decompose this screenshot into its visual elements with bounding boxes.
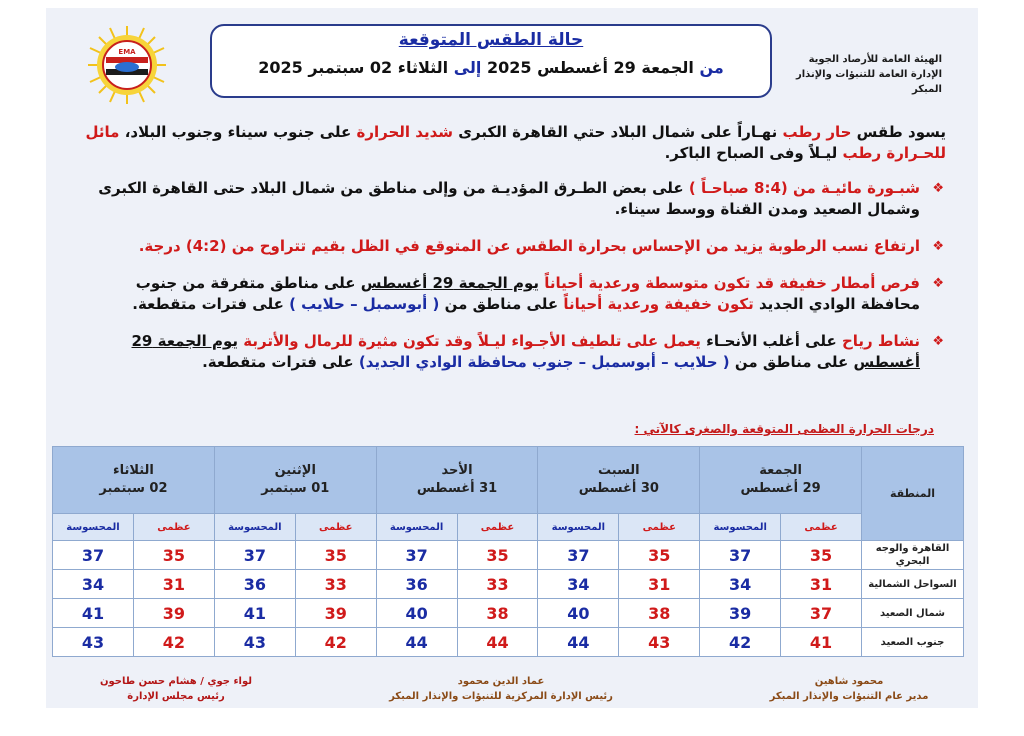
day-header xyxy=(376,447,538,514)
bullet-wind xyxy=(76,331,946,373)
signature-role: مدير عام التنبؤات والإنذار المبكر xyxy=(769,691,929,702)
max-col-label: عظمى xyxy=(133,514,214,541)
bullet-fog xyxy=(76,178,946,220)
feel-col-label: المحسوسة xyxy=(214,514,295,541)
day-header xyxy=(700,447,862,514)
max-col-label: عظمى xyxy=(295,514,376,541)
region-cell: جنوب الصعيد xyxy=(862,628,964,657)
max-temp-cell: 42 xyxy=(295,628,376,657)
table-heading: درجات الحرارة العظمى المتوقعة والصغرى كالآتي : xyxy=(634,422,934,436)
max-temp-cell: 39 xyxy=(133,599,214,628)
feel-temp-cell: 34 xyxy=(700,570,781,599)
bullet-diamond-icon: ❖ xyxy=(932,181,944,196)
feel-temp-cell: 43 xyxy=(214,628,295,657)
feel-temp-cell: 43 xyxy=(53,628,134,657)
region-cell: القاهرة والوجه البحري xyxy=(862,541,964,570)
bullet-part: على أغلب الأنحـاء xyxy=(706,332,837,350)
intro-part: نهـاراً على شمال البلاد حتي القاهرة الكبرى xyxy=(458,123,778,141)
max-temp-cell: 35 xyxy=(295,541,376,570)
day-name: الجمعة xyxy=(759,463,802,478)
bullet-part: يعمل على تلطيف الأجـواء ليـلاً وقد تكون مثيرة للرمال والأتربة xyxy=(243,332,701,350)
bullet-part: على مناطق متفرقة من جنوب محافظة الوادي الجديد xyxy=(135,274,920,313)
feel-temp-cell: 42 xyxy=(700,628,781,657)
feel-col-label: المحسوسة xyxy=(53,514,134,541)
signature-name: محمود شاهين xyxy=(814,676,884,687)
signature-block xyxy=(734,674,964,704)
max-temp-cell: 35 xyxy=(133,541,214,570)
bullet-humidity xyxy=(76,236,946,257)
feel-col-label: المحسوسة xyxy=(538,514,619,541)
feel-temp-cell: 40 xyxy=(376,599,457,628)
bullet-part: شبـورة مائيـة من (8:4 صباحـاً ) xyxy=(688,179,920,197)
day-header xyxy=(214,447,376,514)
max-col-label: عظمى xyxy=(457,514,538,541)
max-temp-cell: 38 xyxy=(457,599,538,628)
table-row xyxy=(53,628,964,657)
max-temp-cell: 38 xyxy=(619,599,700,628)
logo-text: EMA xyxy=(118,48,136,56)
day-date: 01 سبتمبر xyxy=(261,481,330,496)
feel-temp-cell: 34 xyxy=(53,570,134,599)
bullet-rain xyxy=(76,273,946,315)
date-range xyxy=(212,58,770,77)
bullet-part: فرص أمطار خفيفة قد تكون متوسطة ورعدية أحياناً xyxy=(544,274,920,292)
max-col-label: عظمى xyxy=(619,514,700,541)
ema-logo-icon xyxy=(86,24,168,106)
day-date: 31 أغسطس xyxy=(416,481,498,496)
signature-block xyxy=(356,674,646,704)
bullet-part: يوم الجمعة 29 أغسطس xyxy=(131,332,920,371)
region-cell: شمال الصعيد xyxy=(862,599,964,628)
region-header: المنطقة xyxy=(862,447,964,541)
max-temp-cell: 37 xyxy=(781,599,862,628)
intro-part: على جنوب سيناء وجنوب البلاد، xyxy=(124,123,352,141)
bullet-part: ( حلايب – أبوسمبل – جنوب محافظة الوادي الجديد) xyxy=(358,353,730,371)
signature-role: رئيس مجلس الإدارة xyxy=(127,691,225,702)
max-temp-cell: 42 xyxy=(133,628,214,657)
feel-temp-cell: 37 xyxy=(53,541,134,570)
bullet-diamond-icon: ❖ xyxy=(932,276,944,291)
max-col-label: عظمى xyxy=(781,514,862,541)
signature-block xyxy=(76,674,276,704)
bullet-part: ارتفاع نسب الرطوبة يزيد من الإحساس بحرارة الطقس عن المتوقع في الظل بقيم تتراوح من (4:2) درجة. xyxy=(138,237,920,255)
feel-temp-cell: 41 xyxy=(53,599,134,628)
day-name: الأحد xyxy=(441,463,473,478)
max-temp-cell: 35 xyxy=(619,541,700,570)
max-temp-cell: 41 xyxy=(781,628,862,657)
feel-temp-cell: 44 xyxy=(538,628,619,657)
bullet-part: على فترات متقطعة. xyxy=(202,353,354,371)
bullet-part: على بعض الطـرق المؤديـة من وإلى مناطق من شمال البلاد حتى القاهرة الكبرى وشمال الصعيد ومدن القناة ووسط سيناء. xyxy=(98,179,920,218)
day-date: 02 سبتمبر xyxy=(99,481,168,496)
agency-line-2: الإدارة العامة للتنبؤات والإنذار المبكر xyxy=(795,69,942,95)
feel-temp-cell: 40 xyxy=(538,599,619,628)
date-to: الثلاثاء 02 سبتمبر 2025 xyxy=(258,58,449,77)
feel-temp-cell: 36 xyxy=(214,570,295,599)
max-temp-cell: 31 xyxy=(781,570,862,599)
bullet-diamond-icon: ❖ xyxy=(932,334,944,349)
feel-col-label: المحسوسة xyxy=(376,514,457,541)
feel-temp-cell: 39 xyxy=(700,599,781,628)
feel-temp-cell: 37 xyxy=(376,541,457,570)
agency-name xyxy=(772,52,942,97)
intro-part: يسود طقس xyxy=(856,123,946,141)
day-date: 30 أغسطس xyxy=(578,481,659,496)
intro-part: شديد الحرارة xyxy=(356,123,453,141)
table-row xyxy=(53,541,964,570)
feel-temp-cell: 37 xyxy=(214,541,295,570)
bullet-part: ( أبوسمبل – حلايب ) xyxy=(289,295,440,313)
feel-temp-cell: 37 xyxy=(538,541,619,570)
intro-paragraph xyxy=(76,122,946,164)
day-name: الثلاثاء xyxy=(112,463,154,478)
feel-temp-cell: 41 xyxy=(214,599,295,628)
intro-part: حار رطب xyxy=(782,123,852,141)
max-temp-cell: 31 xyxy=(619,570,700,599)
max-temp-cell: 39 xyxy=(295,599,376,628)
bullet-diamond-icon: ❖ xyxy=(932,239,944,254)
feel-temp-cell: 37 xyxy=(700,541,781,570)
bullet-part: تكون خفيفة ورعدية أحياناً xyxy=(563,295,754,313)
bullet-part: على مناطق من xyxy=(444,295,559,313)
agency-line-1: الهيئة العامة للأرصاد الجوية xyxy=(808,54,942,65)
intro-part: ليـلاً وفى الصباح الباكر. xyxy=(664,144,838,162)
region-cell: السواحل الشمالية xyxy=(862,570,964,599)
intro-part: مائل للحـرارة رطب xyxy=(85,123,946,162)
title-box xyxy=(210,24,772,98)
feel-temp-cell: 36 xyxy=(376,570,457,599)
bullet-part: نشاط رياح xyxy=(841,332,920,350)
feel-temp-cell: 34 xyxy=(538,570,619,599)
signature-name: عماد الدين محمود xyxy=(457,676,545,687)
day-date: 29 أغسطس xyxy=(740,481,821,496)
from-word: من xyxy=(699,58,724,77)
signature-name: لواء جوي / هشام حسن طاحون xyxy=(99,676,253,687)
max-temp-cell: 35 xyxy=(457,541,538,570)
table-row xyxy=(53,570,964,599)
feel-col-label: المحسوسة xyxy=(700,514,781,541)
temperature-table xyxy=(52,446,964,657)
day-header xyxy=(538,447,700,514)
day-header xyxy=(53,447,215,514)
bulletin-page xyxy=(46,8,978,708)
to-word: إلى xyxy=(453,58,482,77)
max-temp-cell: 35 xyxy=(781,541,862,570)
page-title: حالة الطقس المتوقعة xyxy=(398,30,584,50)
max-temp-cell: 31 xyxy=(133,570,214,599)
bullet-part: على مناطق من xyxy=(734,353,849,371)
max-temp-cell: 33 xyxy=(295,570,376,599)
table-row xyxy=(53,599,964,628)
bullet-part: على فترات متقطعة. xyxy=(132,295,284,313)
max-temp-cell: 33 xyxy=(457,570,538,599)
bullet-part: يوم الجمعة 29 أغسطس xyxy=(360,274,540,292)
max-temp-cell: 44 xyxy=(457,628,538,657)
signature-role: رئيس الإدارة المركزية للتنبؤات والإنذار المبكر xyxy=(389,691,613,702)
max-temp-cell: 43 xyxy=(619,628,700,657)
forecast-text xyxy=(76,122,946,373)
day-name: الإثنين xyxy=(274,463,316,478)
date-from: الجمعة 29 أغسطس 2025 xyxy=(486,58,694,77)
day-name: السبت xyxy=(598,463,640,478)
feel-temp-cell: 44 xyxy=(376,628,457,657)
